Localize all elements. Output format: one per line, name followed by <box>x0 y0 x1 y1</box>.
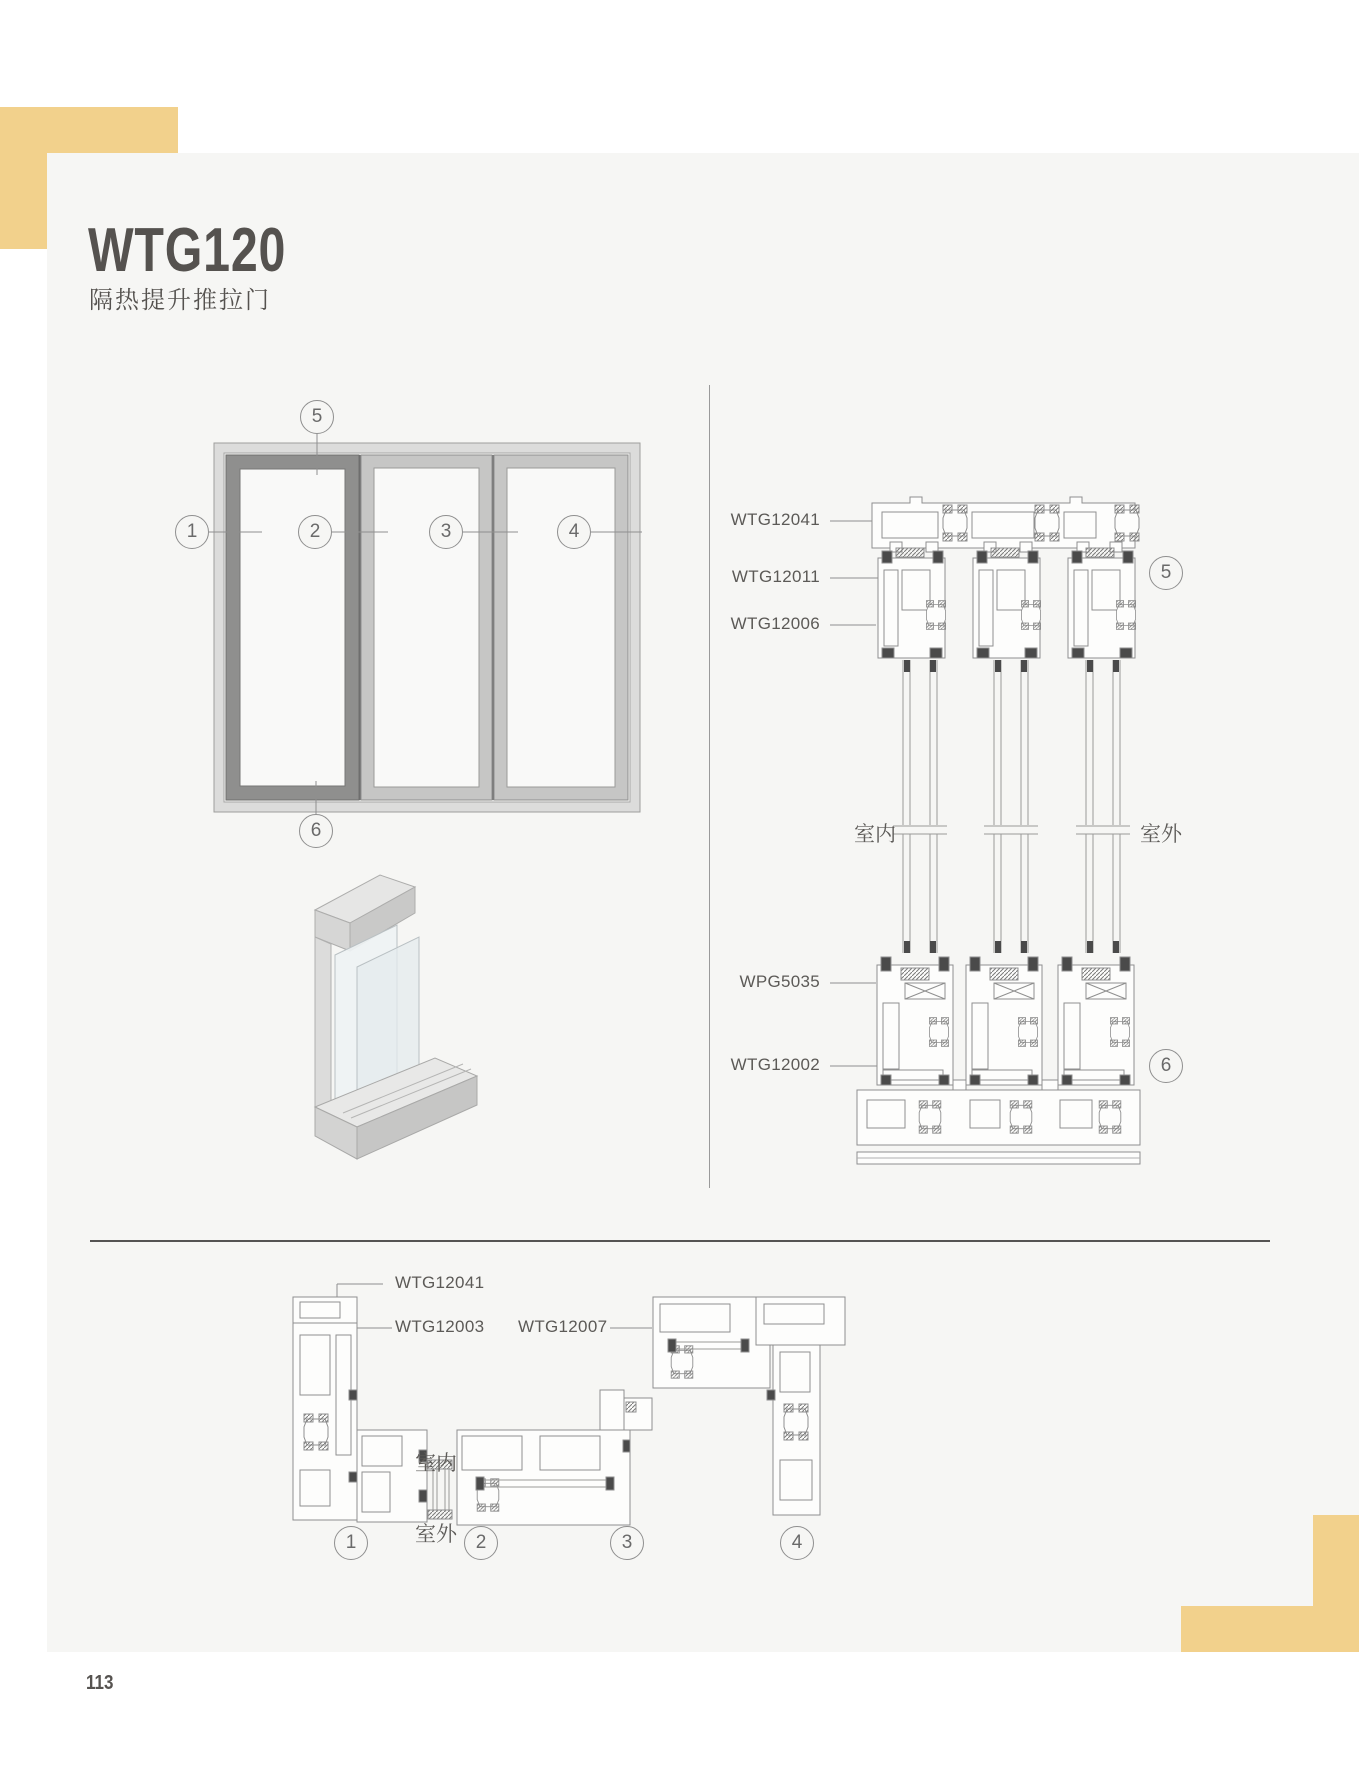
sash3-plan-profile <box>653 1297 770 1388</box>
callout-3: 3 <box>429 515 463 549</box>
accent-top-left-vertical <box>0 107 47 249</box>
profile-label-wtg12003: WTG12003 <box>395 1317 485 1336</box>
callout-4-section: 4 <box>780 1526 814 1560</box>
sash2-plan-profile <box>457 1430 630 1525</box>
page-number: 113 <box>86 1672 114 1694</box>
callout-6-section: 6 <box>1149 1049 1183 1083</box>
callout-5: 5 <box>300 400 334 434</box>
callout-3-section: 3 <box>610 1526 644 1560</box>
outdoor-label-h: 室外 <box>415 1523 457 1546</box>
profile-label-wtg12041-v: WTG12041 <box>730 510 820 529</box>
sash-top-profiles <box>878 548 1136 658</box>
door-panel-1 <box>226 455 359 800</box>
callout-2: 2 <box>298 515 332 549</box>
glass-unit <box>1076 660 1130 953</box>
bottom-track-profile <box>857 1080 1140 1164</box>
horizontal-section-leaders <box>337 1284 652 1328</box>
door-panel-3 <box>494 455 628 800</box>
horizontal-section-drawing <box>240 1240 900 1570</box>
callout-5-section: 5 <box>1149 556 1183 590</box>
profile-label-wtg12007: WTG12007 <box>518 1317 608 1336</box>
vertical-section-drawing <box>640 420 1340 1210</box>
outdoor-label-v: 室外 <box>1140 823 1182 846</box>
door-panel-2 <box>361 455 492 800</box>
right-jamb-profile <box>756 1297 845 1515</box>
glass-unit <box>893 660 947 953</box>
profile-3d-render <box>285 855 500 1200</box>
callout-4: 4 <box>557 515 591 549</box>
glass-unit <box>984 660 1038 953</box>
head-rail-profile <box>872 497 1139 552</box>
row-step-interlock <box>600 1390 652 1430</box>
left-jamb-profile <box>293 1297 357 1520</box>
page-title: WTG120 <box>88 216 287 285</box>
profile-label-wtg12002: WTG12002 <box>730 1055 820 1074</box>
indoor-label-v: 室内 <box>854 823 896 846</box>
profile-label-wtg12011: WTG12011 <box>731 567 820 586</box>
profile-label-wtg12041-h: WTG12041 <box>395 1273 485 1292</box>
profile-label-wtg12006: WTG12006 <box>730 614 820 633</box>
glass-units <box>893 660 1130 953</box>
callout-6: 6 <box>299 814 333 848</box>
callout-1-section: 1 <box>334 1526 368 1560</box>
callout-2-section: 2 <box>464 1526 498 1560</box>
accent-bottom-right-horizontal <box>1181 1606 1359 1652</box>
indoor-label-h: 室内 <box>415 1452 457 1475</box>
sash-bottom-profiles <box>877 957 1134 1085</box>
callout-1: 1 <box>175 515 209 549</box>
elevation-drawing <box>150 395 670 865</box>
page-subtitle: 隔热提升推拉门 <box>89 287 271 314</box>
profile-label-wpg5035: WPG5035 <box>739 972 820 991</box>
